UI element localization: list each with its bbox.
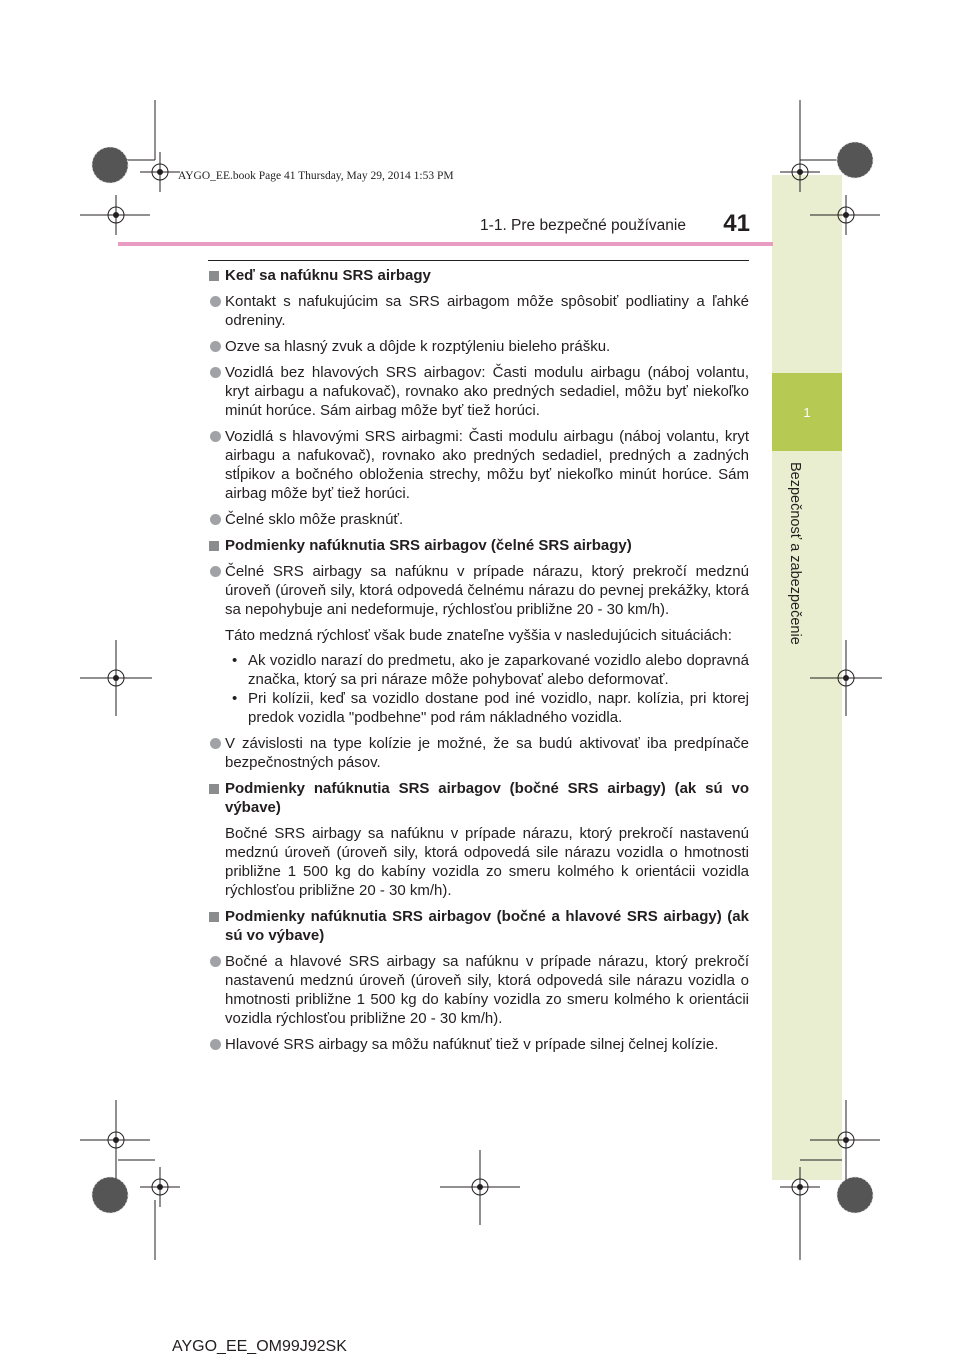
section-paragraph: Bočné SRS airbagy sa nafúknu v prípade nárazu, ktorý prekročí nastavenú medznú úroveň (úroveň sily, ktorá odpovedá sile nárazu vozidla o hmotnosti približne 1 500 kg do kabíny vozidla zo smeru kolmého k orientácii vozidla rýchlosťou približne 20 - 30 km/h). [225, 825, 749, 899]
list-item: Čelné SRS airbagy sa nafúknu v prípade nárazu, ktorý prekročí medznú úroveň (úroveň sily, ktorá odpovedá čelnému nárazu do pevnej prekážky, ktorá sa nepohybuje ani nedeformuje, rýchlosťou približne 20 - 30 km/h). [208, 562, 749, 619]
starburst-mark-icon [92, 1177, 128, 1213]
section-heading: Podmienky nafúknutia SRS airbagov (bočné a hlavové SRS airbagy) (ak sú vo výbave) [208, 907, 749, 945]
target-center-icon [797, 169, 803, 175]
target-center-icon [843, 212, 849, 218]
dot-icon: • [232, 652, 238, 669]
starburst-mark-icon [92, 147, 128, 183]
footer-code: AYGO_EE_OM99J92SK [172, 1338, 347, 1355]
sub-list-item: • Pri kolízii, keď sa vozidlo dostane pod iné vozidlo, napr. kolízia, pri ktorej predok vozidla "podbehne" pod rám nákladného vozidla. [232, 690, 749, 726]
note-paragraph: Táto medzná rýchlosť však bude znateľne vyššia v nasledujúcich situáciách: [225, 627, 732, 644]
list-item: Ozve sa hlasný zvuk a dôjde k rozptýleniu bieleho prášku. [208, 337, 749, 356]
chapter-title-text: Bezpečnosť a zabezpečenie [787, 462, 803, 645]
list-item: Kontakt s nafukujúcim sa SRS airbagom môže spôsobiť podliatiny a ľahké odreniny. [208, 292, 749, 330]
dot-icon: • [232, 690, 238, 707]
list-item: Bočné a hlavové SRS airbagy sa nafúknu v prípade nárazu, ktorý prekročí nastavenú medznú úroveň (úroveň sily, ktorá odpovedá sile nárazu vozidla o hmotnosti približne 1 500 kg do kabíny vozidla zo smeru kolmého k orientácii vozidla rýchlosťou približne 20 - 30 km/h). [208, 952, 749, 1028]
list-item: Hlavové SRS airbagy sa môžu nafúknuť tiež v prípade silnej čelnej kolízie. [208, 1035, 749, 1054]
target-center-icon [157, 169, 163, 175]
sub-list-item: • Ak vozidlo narazí do predmetu, ako je zaparkované vozidlo alebo dopravná značka, ktorý sa pri náraze môže pohybovať alebo deformovať. [232, 652, 749, 688]
list-item: Vozidlá bez hlavových SRS airbagov: Časti modulu airbagu (náboj volantu, kryt airbagu a nafukovač), rovnako ako predných sedadiel, môžu byť niekoľko minút horúce. Sám airbag môže byť tiež horúci. [208, 363, 749, 420]
list-item: V závislosti na type kolízie je možné, že sa budú aktivovať iba predpínače bezpečnostných pásov. [208, 734, 749, 772]
target-center-icon [113, 675, 119, 681]
running-head: 1-1. Pre bezpečné používanie [480, 217, 686, 234]
starburst-mark-icon [837, 1177, 873, 1213]
target-center-icon [797, 1184, 803, 1190]
book-stamp: AYGO_EE.book Page 41 Thursday, May 29, 2014 1:53 PM [178, 170, 454, 182]
page-number: 41 [723, 210, 750, 237]
target-center-icon [477, 1184, 483, 1190]
target-center-icon [843, 1137, 849, 1143]
target-center-icon [157, 1184, 163, 1190]
starburst-mark-icon [837, 142, 873, 178]
target-center-icon [113, 212, 119, 218]
list-item: Čelné sklo môže prasknúť. [208, 510, 749, 529]
section-heading: Podmienky nafúknutia SRS airbagov (bočné SRS airbagy) (ak sú vo výbave) [208, 779, 749, 817]
chapter-number: 1 [803, 404, 811, 420]
list-item: Vozidlá s hlavovými SRS airbagmi: Časti modulu airbagu (náboj volantu, kryt airbagu a nafukovač), rovnako ako predných sedadiel, predných a zadných stĺpikov a bočného obloženia strechy, môžu byť niekoľko minút horúce. Sám airbag môže byť tiež horúci. [208, 427, 749, 503]
section-heading: Podmienky nafúknutia SRS airbagov (čelné SRS airbagy) [208, 536, 749, 555]
section-heading: Keď sa nafúknu SRS airbagy [208, 266, 749, 285]
target-center-icon [113, 1137, 119, 1143]
target-center-icon [843, 675, 849, 681]
